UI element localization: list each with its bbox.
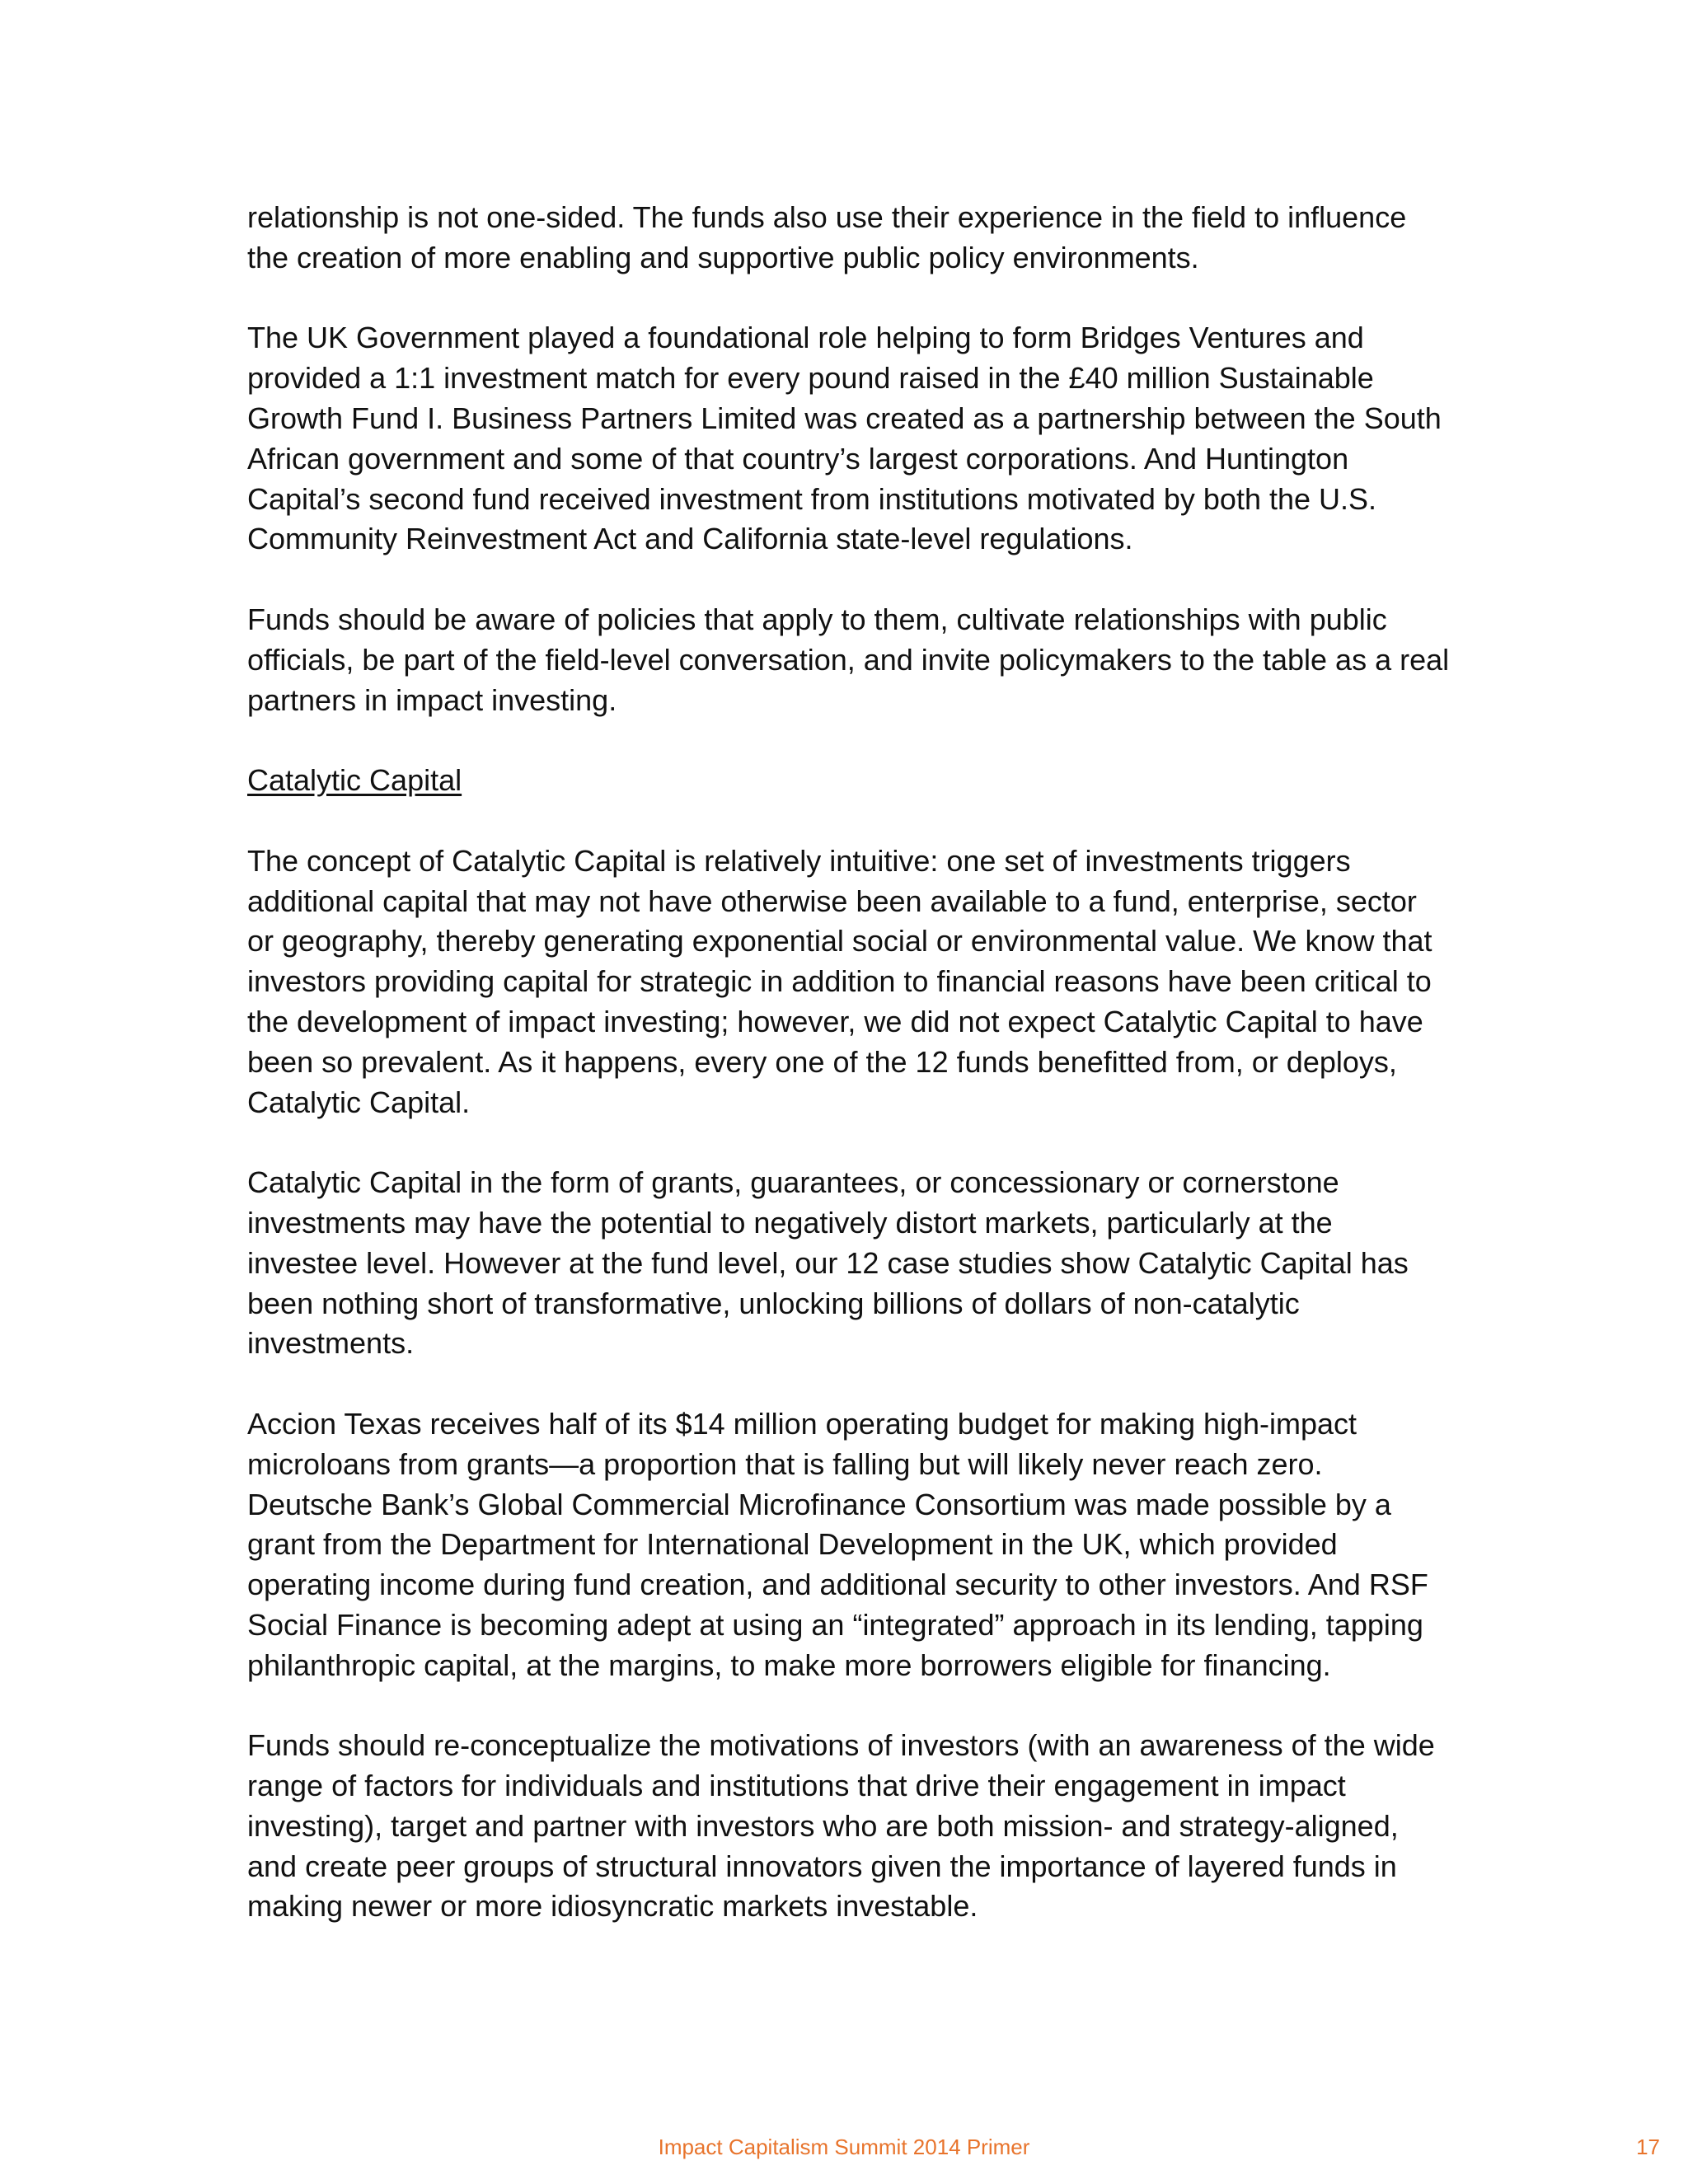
body-text	[247, 198, 1451, 1927]
paragraph-government-examples: The UK Government played a foundational role helping to form Bridges Ventures and provided a 1:1 investment match for every pound raised in the £40 million Sustainable Growth Fund I. Business Partners Limited was created as a partnership between the South African government and some of that country’s largest corporations. And Huntington Capital’s second fund received investment from institutions motivated by both the U.S. Community Reinvestment Act and California state-level regulations.	[247, 321, 1442, 556]
paragraph-policy-recommendation: Funds should be aware of policies that apply to them, cultivate relationships with public officials, be part of the field-level conversation, and invite policymakers to the table as a real partners in impact investing.	[247, 602, 1450, 717]
paragraph-catalytic-concept: The concept of Catalytic Capital is relatively intuitive: one set of investments triggers additional capital that may not have otherwise been available to a fund, enterprise, sector or geography, thereby generating exponential social or environmental value. We know that investors providing capital for strategic in addition to financial reasons have been critical to the development of impact investing; however, we did not expect Catalytic Capital to have been so prevalent. As it happens, every one of the 12 funds benefitted from, or deploys, Catalytic Capital.	[247, 843, 1432, 1119]
paragraph-catalytic-forms: Catalytic Capital in the form of grants, guarantees, or concessionary or cornerstone investments may have the potential to negatively distort markets, particularly at the investee level. However at the fund level, our 12 case studies show Catalytic Capital has been nothing short of transformative, unlocking billions of dollars of non-catalytic investments.	[247, 1165, 1409, 1361]
footer-title: Impact Capitalism Summit 2014 Primer	[658, 2135, 1030, 2159]
paragraph-catalytic-recommendation: Funds should re-conceptualize the motivations of investors (with an awareness of the wide range of factors for individuals and institutions that drive their engagement in impact investing), target and partner with investors who are both mission- and strategy-aligned, and create peer groups of structural innovators given the importance of layered funds in making newer or more idiosyncratic markets investable.	[247, 1728, 1435, 1924]
paragraph-catalytic-examples: Accion Texas receives half of its $14 million operating budget for making high-impact microloans from grants—a proportion that is falling but will likely never reach zero. Deutsche Bank’s Global Commercial Microfinance Consortium was made possible by a grant from the Department for International Development in the UK, which provided operating income during fund creation, and additional security to other investors. And RSF Social Finance is becoming adept at using an “integrated” approach in its lending, tapping philanthropic capital, at the margins, to make more borrowers eligible for financing.	[247, 1406, 1428, 1682]
paragraph-policy-relationship: relationship is not one-sided. The funds also use their experience in the field to influence the creation of more enabling and supportive public policy environments.	[247, 200, 1407, 274]
section-heading: Catalytic Capital	[247, 763, 462, 798]
page-number: 17	[1636, 2135, 1660, 2159]
